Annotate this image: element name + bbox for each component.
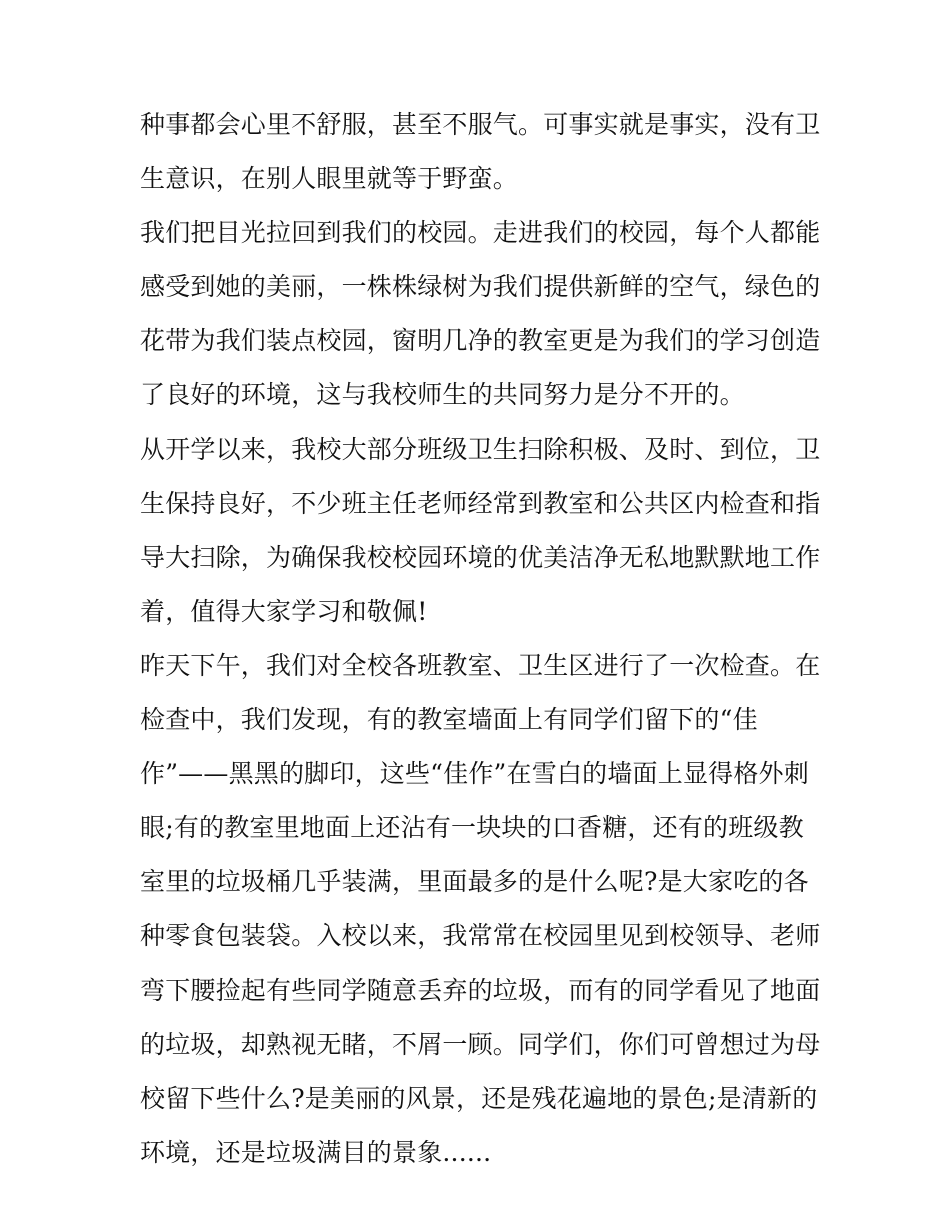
text-line: 种事都会心里不舒服，甚至不服气。可事实就是事实，没有卫 — [140, 110, 821, 139]
text-line: 校留下些什么?是美丽的风景，还是残花遍地的景色;是清新的 — [140, 1083, 818, 1113]
text-line: 生保持良好，不少班主任老师经常到教室和公共区内检查和指 — [140, 488, 821, 518]
text-line: 花带为我们装点校园，窗明几净的教室更是为我们的学习创造 — [140, 326, 821, 356]
text-line: 的垃圾，却熟视无睹，不屑一顾。同学们，你们可曾想过为母 — [140, 1029, 821, 1059]
text-line: 弯下腰捡起有些同学随意丢弃的垃圾，而有的同学看见了地面 — [140, 975, 821, 1005]
text-line: 检查中，我们发现，有的教室墙面上有同学们留下的“佳 — [140, 705, 758, 735]
text-line: 室里的垃圾桶几乎装满，里面最多的是什么呢?是大家吃的各 — [140, 867, 809, 897]
text-line: 作”——黑黑的脚印，这些“佳作”在雪白的墙面上显得格外刺 — [140, 759, 809, 789]
text-line: 从开学以来，我校大部分班级卫生扫除积极、及时、到位，卫 — [140, 434, 821, 464]
text-line: 导大扫除，为确保我校校园环境的优美洁净无私地默默地工作 — [140, 542, 821, 572]
text-line: 感受到她的美丽，一株株绿树为我们提供新鲜的空气，绿色的 — [140, 272, 821, 302]
text-line: 着，值得大家学习和敬佩! — [140, 596, 428, 626]
document-body — [140, 98, 820, 1180]
text-line: 生意识，在别人眼里就等于野蛮。 — [140, 164, 519, 194]
text-line: 昨天下午，我们对全校各班教室、卫生区进行了一次检查。在 — [140, 650, 821, 680]
text-line: 我们把目光拉回到我们的校园。走进我们的校园，每个人都能 — [140, 218, 821, 248]
text-line: 眼;有的教室里地面上还沾有一块块的口香糖，还有的班级教 — [140, 813, 804, 843]
text-line: 了良好的环境，这与我校师生的共同努力是分不开的。 — [140, 380, 745, 410]
text-line: 环境，还是垃圾满目的景象...... — [140, 1137, 492, 1167]
text-line: 种零食包装袋。入校以来，我常常在校园里见到校领导、老师 — [140, 921, 821, 951]
